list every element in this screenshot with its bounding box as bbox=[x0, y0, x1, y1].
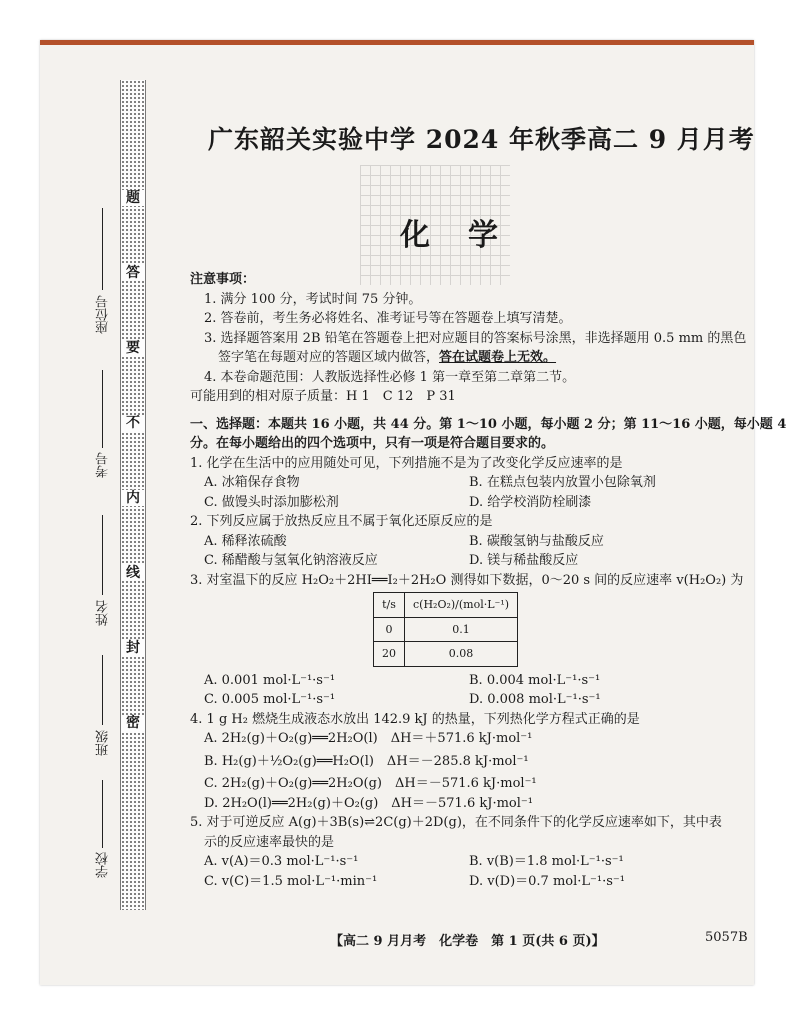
rate-data-table bbox=[373, 592, 518, 667]
notes-heading: 注意事项： bbox=[190, 272, 256, 287]
seal-char: 答 bbox=[121, 265, 145, 281]
option-row bbox=[190, 671, 750, 691]
question-stem: 1. 化学在生活中的应用随处可见，下列措施不是为了改变化学反应速率的是 bbox=[190, 455, 623, 471]
note-item: 3. 选择题答案用 2B 铅笔在答题卷上把对应题目的答案标号涂黑，非选择题用 0.5 mm 的黑色 bbox=[204, 330, 747, 346]
class-line[interactable] bbox=[102, 655, 103, 725]
name-label: 姓名 bbox=[96, 600, 111, 626]
table-header: c(H₂O₂)/(mol·L⁻¹) bbox=[405, 593, 518, 618]
option-d: D. 给学校消防栓刷漆 bbox=[469, 494, 592, 510]
option-d: D. v(D)＝0.7 mol·L⁻¹·s⁻¹ bbox=[469, 873, 625, 889]
option-c: C. 0.005 mol·L⁻¹·s⁻¹ bbox=[204, 692, 336, 707]
table-cell: 0 bbox=[374, 617, 405, 642]
option-b: B. 在糕点包装内放置小包除氧剂 bbox=[469, 475, 656, 490]
atomic-mass-line: 可能用到的相对原子质量：H 1 C 12 P 31 bbox=[190, 389, 456, 404]
option-a: A. 冰箱保存食物 bbox=[204, 475, 300, 490]
question-stem: 3. 对室温下的反应 H₂O₂＋2HI══I₂＋2H₂O 测得如下数据，0～20 s 间的反应速率 v(H₂O₂) 为 bbox=[190, 572, 744, 588]
seat-number-line[interactable] bbox=[102, 208, 103, 290]
paper-top-edge bbox=[40, 40, 754, 45]
seal-char: 不 bbox=[121, 415, 145, 431]
seal-char: 封 bbox=[121, 640, 145, 656]
option-d: D. 2H₂O(l)══2H₂(g)＋O₂(g) ΔH＝－571.6 kJ·mol⁻¹ bbox=[204, 795, 533, 811]
note-item: 签字笔在每题对应的答题区域内做答，答在试题卷上无效。 bbox=[218, 350, 557, 365]
option-row bbox=[190, 473, 750, 493]
seal-char: 密 bbox=[121, 715, 145, 731]
section-title: 一、选择题：本题共 16 小题，共 44 分。第 1～10 小题，每小题 2 分；第 11～16 小题，每小题 4 bbox=[190, 416, 787, 432]
option-row bbox=[190, 493, 750, 513]
option-row bbox=[190, 852, 750, 872]
option-row bbox=[190, 551, 750, 571]
option-a: A. 2H₂(g)＋O₂(g)══2H₂O(l) ΔH＝＋571.6 kJ·mol⁻¹ bbox=[204, 731, 533, 746]
option-c: C. 稀醋酸与氢氧化钠溶液反应 bbox=[204, 553, 378, 568]
question-stem: 5. 对于可逆反应 A(g)＋3B(s)⇌2C(g)＋2D(g)，在不同条件下的化学反应速率如下，其中表 bbox=[190, 815, 722, 830]
question-stem-cont: 示的反应速率最快的是 bbox=[204, 834, 335, 850]
option-b: B. 0.004 mol·L⁻¹·s⁻¹ bbox=[469, 672, 601, 688]
exam-title: 广东韶关实验中学 2024 年秋季高二 9 月月考 bbox=[208, 125, 755, 154]
option-row bbox=[190, 532, 750, 552]
section-title-cont: 分。在每小题给出的四个选项中，只有一项是符合题目要求的。 bbox=[190, 436, 555, 451]
binding-strip bbox=[120, 80, 146, 910]
option-b: B. 碳酸氢钠与盐酸反应 bbox=[469, 533, 604, 549]
school-label: 学校 bbox=[96, 852, 111, 878]
option-d: D. 镁与稀盐酸反应 bbox=[469, 553, 579, 568]
option-b: B. H₂(g)＋½O₂(g)══H₂O(l) ΔH＝－285.8 kJ·mol⁻¹ bbox=[204, 753, 529, 769]
note-item: 2. 答卷前，考生务必将姓名、准考证号等在答题卷上填写清楚。 bbox=[204, 311, 572, 326]
option-row bbox=[190, 872, 750, 892]
seat-number-label: 座位号 bbox=[96, 295, 111, 334]
name-line[interactable] bbox=[102, 515, 103, 595]
option-a: A. 0.001 mol·L⁻¹·s⁻¹ bbox=[204, 672, 336, 688]
subject-title: 化学 bbox=[400, 218, 536, 253]
exam-body bbox=[190, 270, 787, 891]
exam-number-label: 考号 bbox=[96, 452, 111, 478]
seal-char: 内 bbox=[121, 490, 145, 506]
question-stem: 2. 下列反应属于放热反应且不属于氧化还原反应的是 bbox=[190, 514, 493, 529]
table-header: t/s bbox=[374, 593, 405, 618]
page-footer: 【高二 9 月月考 化学卷 第 1 页(共 6 页)】 bbox=[330, 934, 605, 949]
option-row bbox=[190, 690, 750, 710]
seal-char: 线 bbox=[121, 565, 145, 581]
option-a: A. 稀释浓硫酸 bbox=[204, 533, 287, 549]
option-a: A. v(A)＝0.3 mol·L⁻¹·s⁻¹ bbox=[204, 854, 359, 869]
option-c: C. 做馒头时添加膨松剂 bbox=[204, 494, 339, 510]
paper-code: 5057B bbox=[705, 930, 748, 945]
option-d: D. 0.008 mol·L⁻¹·s⁻¹ bbox=[469, 692, 601, 707]
seal-char: 要 bbox=[121, 340, 145, 356]
table-cell: 0.1 bbox=[405, 617, 518, 642]
note-emphasis: 答在试题卷上无效。 bbox=[439, 350, 557, 365]
option-c: C. v(C)＝1.5 mol·L⁻¹·min⁻¹ bbox=[204, 873, 378, 889]
table-cell: 20 bbox=[374, 642, 405, 667]
note-item: 4. 本卷命题范围：人教版选择性必修 1 第一章至第二章第二节。 bbox=[204, 369, 576, 385]
exam-number-line[interactable] bbox=[102, 370, 103, 448]
option-b: B. v(B)＝1.8 mol·L⁻¹·s⁻¹ bbox=[469, 854, 624, 869]
table-cell: 0.08 bbox=[405, 642, 518, 667]
class-label: 班级 bbox=[96, 730, 111, 756]
question-stem: 4. 1 g H₂ 燃烧生成液态水放出 142.9 kJ 的热量，下列热化学方程式正确的是 bbox=[190, 711, 640, 727]
school-line[interactable] bbox=[102, 780, 103, 848]
seal-char: 题 bbox=[121, 190, 145, 206]
option-c: C. 2H₂(g)＋O₂(g)══2H₂O(g) ΔH＝－571.6 kJ·mol⁻¹ bbox=[204, 776, 537, 791]
note-item: 1. 满分 100 分，考试时间 75 分钟。 bbox=[204, 291, 422, 307]
